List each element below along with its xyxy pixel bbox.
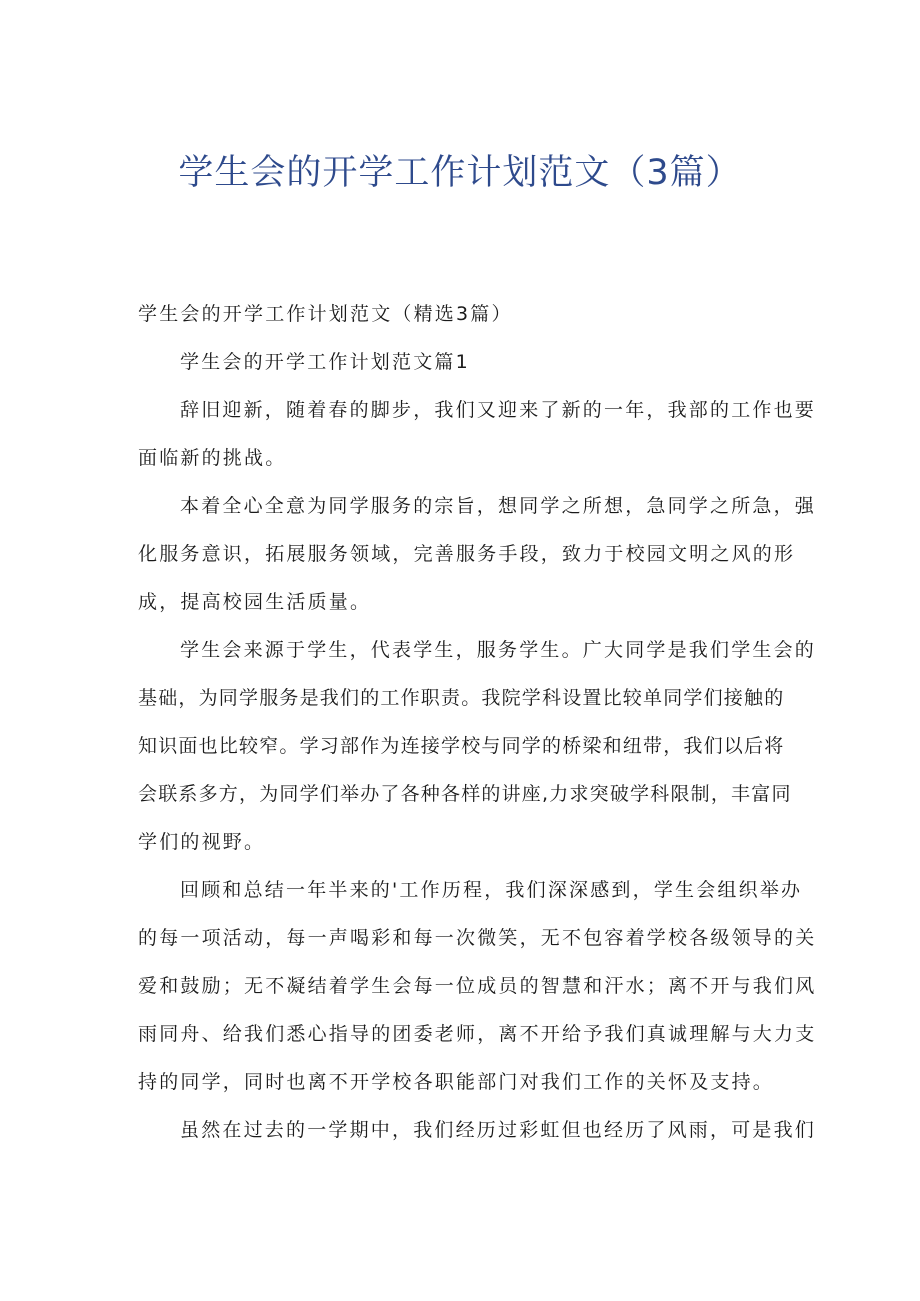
text-line: 爱和鼓励；无不凝结着学生会每一位成员的智慧和汗水；离不开与我们风	[138, 975, 817, 997]
document-body	[138, 300, 817, 1164]
text-line: 雨同舟、给我们悉心指导的团委老师，离不开给予我们真诚理解与大力支	[138, 1023, 817, 1045]
section-heading: 学生会的开学工作计划范文篇1	[180, 351, 470, 373]
text-line: 知识面也比较窄。学习部作为连接学校与同学的桥梁和纽带，我们以后将	[138, 735, 785, 757]
text-line: 虽然在过去的一学期中，我们经历过彩虹但也经历了风雨，可是我们	[180, 1119, 817, 1141]
text-line: 辞旧迎新，随着春的脚步，我们又迎来了新的一年，我部的工作也要	[180, 399, 817, 421]
text-line: 学生会来源于学生，代表学生，服务学生。广大同学是我们学生会的	[180, 639, 817, 661]
text-line: 化服务意识，拓展服务领域，完善服务手段，致力于校园文明之风的形	[138, 543, 796, 565]
text-line: 面临新的挑战。	[138, 447, 287, 469]
text-line: 持的同学，同时也离不开学校各职能部门对我们工作的关怀及支持。	[138, 1071, 775, 1093]
text-line: 成，提高校园生活质量。	[138, 591, 372, 613]
text-line: 本着全心全意为同学服务的宗旨，想同学之所想，急同学之所急，强	[180, 495, 817, 517]
text-line: 基础，为同学服务是我们的工作职责。我院学科设置比较单同学们接触的	[138, 687, 785, 709]
document-title: 学生会的开学工作计划范文（3篇）	[178, 153, 742, 193]
text-line: 学们的视野。	[138, 831, 266, 853]
text-line: 回顾和总结一年半来的'工作历程，我们深深感到，学生会组织举办	[180, 879, 803, 901]
text-line: 的每一项活动，每一声喝彩和每一次微笑，无不包容着学校各级领导的关	[138, 927, 817, 949]
text-line: 会联系多方，为同学们举办了各种各样的讲座,力求突破学科限制，丰富同	[138, 783, 792, 805]
text-line: 学生会的开学工作计划范文（精选3篇）	[138, 303, 513, 325]
